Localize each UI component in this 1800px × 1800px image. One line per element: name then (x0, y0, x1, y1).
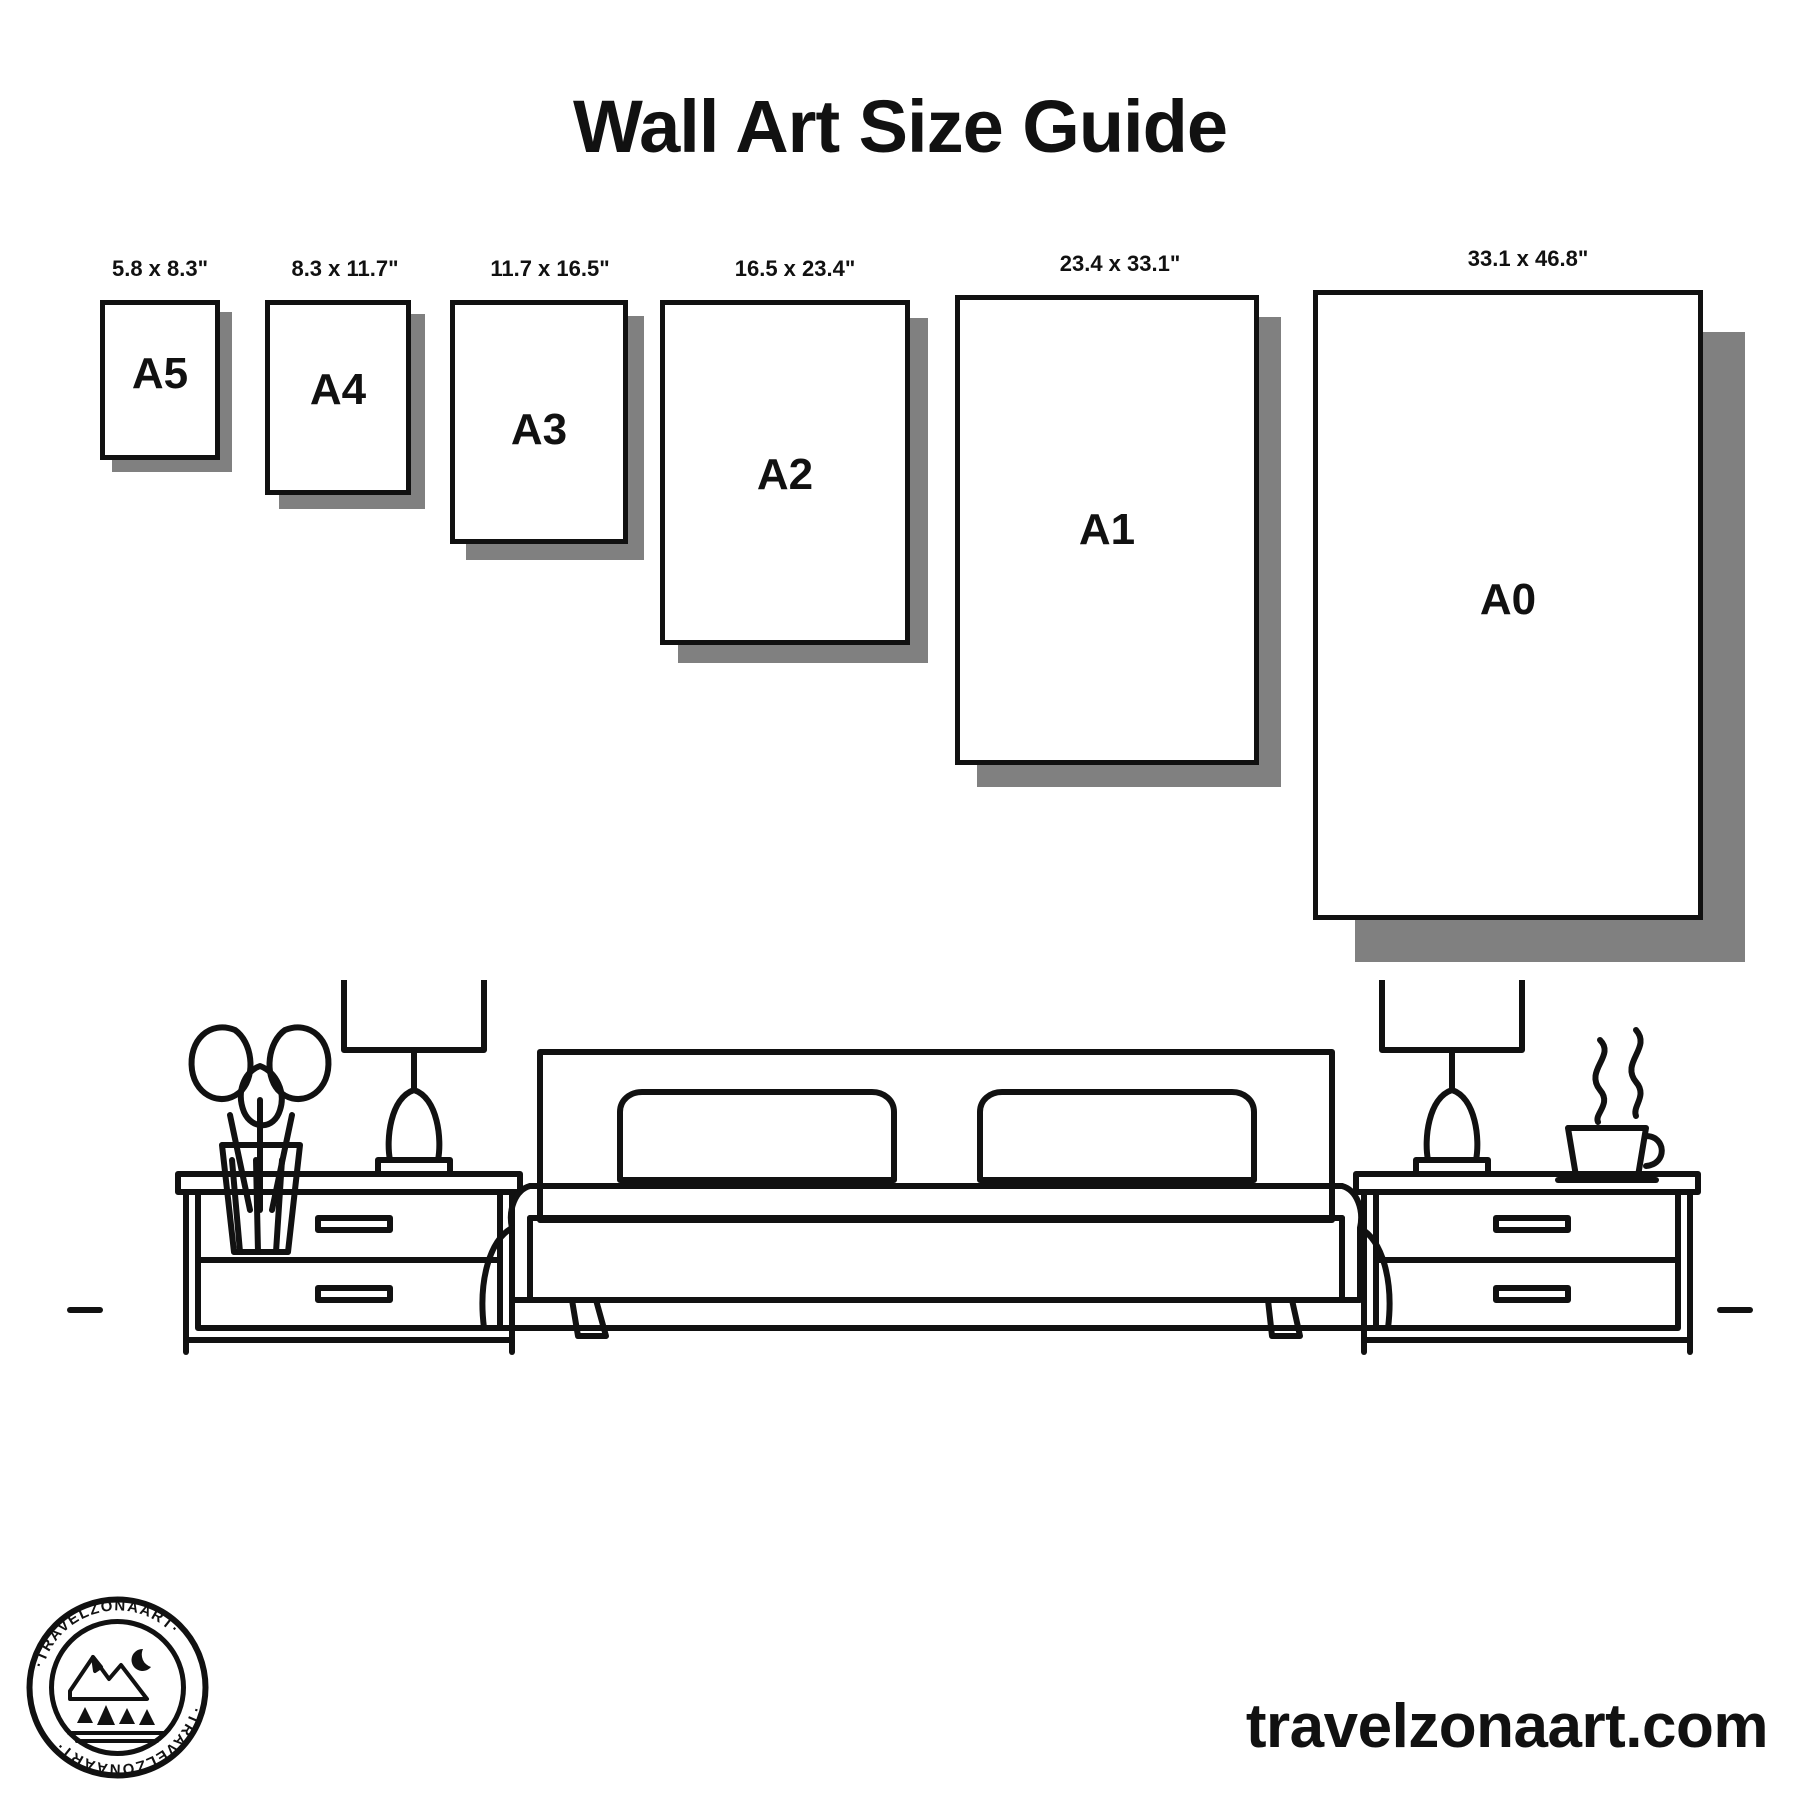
frame-box-a4[interactable] (265, 300, 411, 495)
frame-box-a1[interactable] (955, 295, 1259, 765)
frame-group-a1 (955, 251, 1285, 795)
frame-dimension-label-a3: 11.7 x 16.5" (490, 256, 610, 281)
frame-size-name-a3: A3 (510, 405, 568, 454)
frame-size-name-a0: A0 (1479, 575, 1537, 624)
website-url[interactable]: travelzonaart.com (1245, 1692, 1768, 1761)
frame-group-a2 (660, 256, 930, 670)
table-lamp-right-icon (1382, 980, 1522, 1174)
brand-logo[interactable] (25, 1595, 210, 1780)
frame-group-a4 (265, 256, 425, 520)
frame-group-a5 (100, 256, 220, 480)
frame-dimension-label-a5: 5.8 x 8.3" (111, 256, 209, 281)
frame-size-name-a2: A2 (756, 450, 814, 499)
frame-size-name-a1: A1 (1078, 505, 1136, 554)
table-lamp-left-icon (344, 980, 484, 1174)
frame-box-a2[interactable] (660, 300, 910, 645)
frame-group-a0 (1313, 246, 1743, 970)
frame-box-a5[interactable] (100, 300, 220, 460)
coffee-cup-icon (1558, 1030, 1662, 1180)
page-title: Wall Art Size Guide (573, 85, 1227, 168)
frame-dimension-label-a0: 33.1 x 46.8" (1467, 246, 1589, 271)
frame-size-name-a5: A5 (131, 349, 189, 398)
plant-vase-icon (192, 1027, 329, 1252)
frame-group-a3 (450, 256, 650, 590)
bedroom-illustration (60, 980, 1760, 1540)
frame-size-name-a4: A4 (309, 365, 367, 414)
bed-icon (482, 1052, 1389, 1336)
frame-box-a0[interactable] (1313, 290, 1703, 920)
frame-dimension-label-a1: 23.4 x 33.1" (1059, 251, 1181, 276)
logo-arc-text-top: ·TRAVELZONAART· (30, 1597, 184, 1670)
frame-dimension-label-a4: 8.3 x 11.7" (291, 256, 399, 281)
frame-box-a3[interactable] (450, 300, 628, 544)
nightstand-right-icon (1356, 1174, 1698, 1352)
frame-dimension-label-a2: 16.5 x 23.4" (734, 256, 856, 281)
logo-arc-text-bottom: ·TRAVELZONAART· (51, 1705, 205, 1778)
